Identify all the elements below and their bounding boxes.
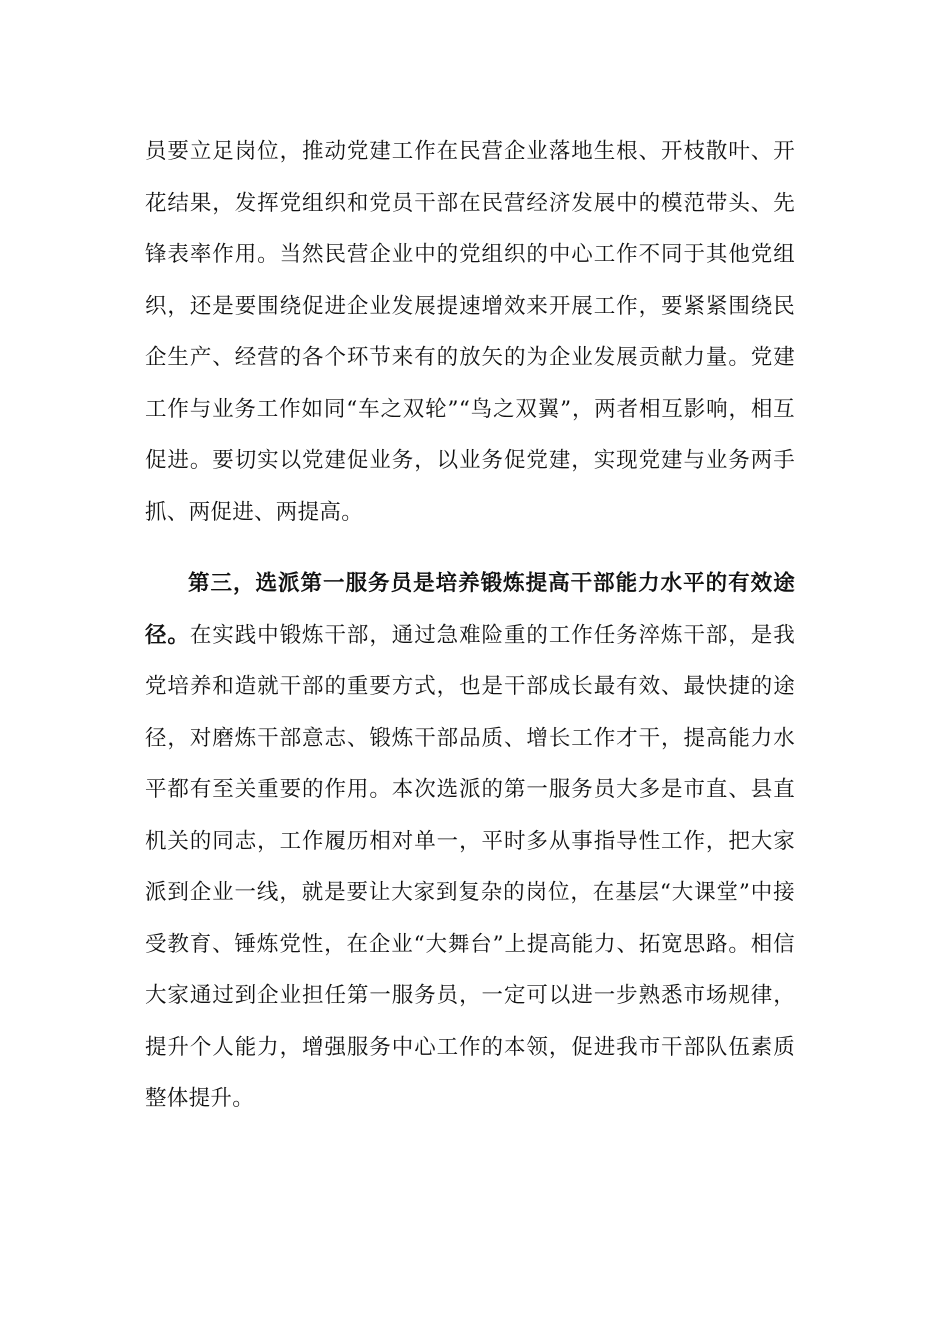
paragraph-party-building-business (145, 126, 795, 538)
paragraph-text: 在实践中锻炼干部，通过急难险重的工作任务淬炼干部，是我党培养和造就干部的重要方式，也是干部成长最有效、最快捷的途径，对磨炼干部意志、锻炼干部品质、增长工作才干，提高能力水平都有至关重要的作用。本次选派的第一服务员大多是市直、县直机关的同志，工作履历相对单一，平时多从事指导性工作，把大家派到企业一线，就是要让大家到复杂的岗位，在基层“大课堂”中接受教育、锤炼党性，在企业“大舞台”上提高能力、拓宽思路。相信大家通过到企业担任第一服务员，一定可以进一步熟悉市场规律，提升个人能力，增强服务中心工作的本领，促进我市干部队伍素质整体提升。 (145, 622, 795, 1111)
paragraph-third-point (145, 558, 795, 1125)
paragraph-text: 员要立足岗位，推动党建工作在民营企业落地生根、开枝散叶、开花结果，发挥党组织和党员干部在民营经济发展中的模范带头、先锋表率作用。当然民营企业中的党组织的中心工作不同于其他党组织，还是要围绕促进企业发展提速增效来开展工作，要紧紧围绕民企生产、经营的各个环节来有的放矢的为企业发展贡献力量。党建工作与业务工作如同“车之双轮”“鸟之双翼”，两者相互影响，相互促进。要切实以党建促业务，以业务促党建，实现党建与业务两手抓、两促进、两提高。 (145, 139, 795, 525)
document-body (145, 126, 795, 1125)
paragraph-lead-heading: 第三，选派第一服务员是培养锻炼提高干部能力水平的有效途径。 (145, 571, 795, 648)
